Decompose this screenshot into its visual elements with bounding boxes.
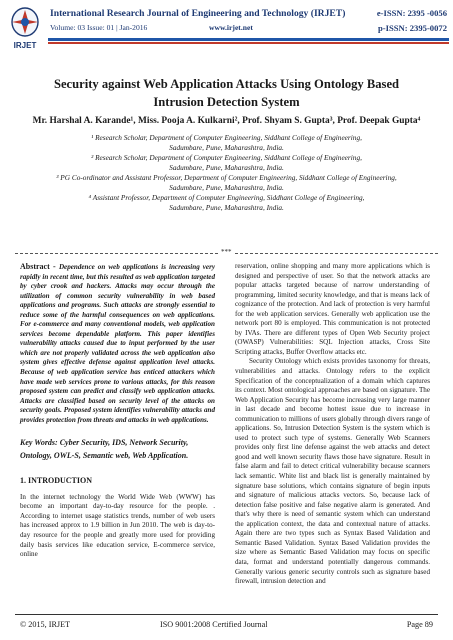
affiliation-line: Sadumbare, Pune, Maharashtra, India.	[169, 143, 284, 152]
affiliation-line: Sadumbare, Pune, Maharashtra, India.	[169, 183, 284, 192]
right-column	[235, 262, 430, 587]
affiliation-line: ² Research Scholar, Department of Computer Engineering, Siddhant College of Engineering,	[91, 153, 362, 162]
divider-mark: ***	[221, 248, 232, 256]
journal-website-link[interactable]: www.irjet.net	[209, 23, 253, 32]
paper-title: Security against Web Application Attacks Using Ontology Based Intrusion Detection System	[53, 77, 400, 109]
body-paragraph: reservation, online shopping and many more applications which is designed and perspective of user. So that the network attacks are popular attacks targeted because of narrow understanding of programming, limited security knowledge, and that is means lack of cognizance of the protection. And lack of protection is very harmful for the web application services. Generally web application use the network port 80 is employed. This communication is not protected by IVAs. There are different types of Open Web Security project (OWASP) Vulnerabilities: SQL Injection attacks, Cross Site Scripting attacks, Buffer Overflow attacks etc.	[235, 262, 430, 356]
abstract	[20, 262, 215, 425]
section-heading: 1. INTRODUCTION	[20, 476, 93, 486]
affiliation-line: Sadumbare, Pune, Maharashtra, India.	[169, 203, 284, 212]
irjet-logo-icon	[8, 6, 42, 52]
logo-text: IRJET	[13, 41, 37, 50]
keywords: Key Words: Cyber Security, IDS, Network Security, Ontology, OWL-S, Semantic web, Web Application.	[20, 438, 189, 461]
abstract-text: Dependence on web applications is increasing very rapidly in recent time, but this resulted as web application targeted by cyber crook and hackers. Attacks may occur through the utilization of common security vulnerability in web based applications and programs. Such attacks are strongly essential to reduce some of the harmful consequences on web applications. For e-commerce and many conventional models, web application services become dependable platform. This paper identifies vulnerability attacks caused due to input performed by the user which are not properly validated across the web application also system gives effective defense against application level attacks. Because of web application service has enticed attackers which have made web services prone to various attacks, for this reason proposed system can predict and classify web application attacks. Attacks are classified based on security level of the attacks on security goals. Proposed system identifies vulnerability attacks and provides protection from threats and attacks in web applications.	[20, 263, 215, 424]
page-number: Page 89	[406, 620, 433, 629]
body-paragraph: Security Ontology which exists provides taxonomy for threats, vulnerabilities and attacks. Ontology refers to the explicit Specification of the conceptualization of a domain which captures its context. Most ontological approaches are based on signature. The Web Application Security has become increasing very large manner in last decade and become hottest issue due to increase in communication to millions of users globally through divers range of applications. So, Intrusion Detection System is the system which is used to protect such type of systems. Generally Web Scanners provides only first line defense against the web attacks and detect good and well known security flaws those have signature. Result in false alarm and fail to detect critical vulnerability because scanners lack semantic. White list and black list is generally maintained by signature base solutions, which contains signature of begin inputs and signature of malicious attacks vectors. So, because lack of detection false positive and false negative alarm is generated. And that's why there is need of semantic system which can understand the application context, the data and contextual nature of attacks. Again there are two types such as Syntax Based Validation and Semantic Based Validation. Syntax Based Validation provides the size where as Semantic Based Validation may focus on specific data, format and understand potentially dangerous commands. Generally various generic security controls such as signature based firewall, intrusion detection and	[235, 357, 430, 586]
footer-copyright: © 2015, IRJET	[20, 620, 71, 629]
header-rule-blue	[48, 38, 449, 41]
volume-issue: Volume: 03 Issue: 01 | Jan-2016	[50, 23, 148, 32]
affiliation-line: ⁴ Assistant Professor, Department of Computer Engineering, Siddhant College of Engineering,	[88, 193, 365, 202]
affiliation-line: Sadumbare, Pune, Maharashtra, India.	[169, 163, 284, 172]
p-issn: p-ISSN: 2395-0072	[378, 23, 447, 33]
e-issn: e-ISSN: 2395 -0056	[376, 8, 447, 18]
footer-rule	[15, 614, 438, 615]
header-rule-red	[48, 42, 449, 44]
affiliation-line: ³ PG Co-ordinator and Assistant Professor, Department of Computer Engineering, Siddhant College of Engineering,	[56, 173, 397, 182]
paper-authors: Mr. Harshal A. Karande¹, Miss. Pooja A. Kulkarni², Prof. Shyam S. Gupta³, Prof. Deepak Gupta⁴	[32, 116, 421, 126]
left-column	[20, 262, 215, 560]
footer-certification: ISO 9001:2008 Certified Journal	[160, 620, 268, 629]
journal-title: International Research Journal of Engineering and Technology (IRJET)	[50, 8, 346, 19]
affiliation-line: ¹ Research Scholar, Department of Computer Engineering, Siddhant College of Engineering,	[91, 133, 362, 142]
intro-paragraph: In the internet technology the World Wide Web (WWW) has become an important day-to-day resource for the people. . According to internet usage statistics trends, number of web users has increased approx to 1.9 billion in Jun 2010. The web is day-to-day resource for the people and greatly more used for providing daily basis services like education service, E-commerce service, online	[20, 492, 215, 559]
journal-header	[4, 5, 449, 63]
abstract-label: Abstract -	[20, 262, 59, 271]
